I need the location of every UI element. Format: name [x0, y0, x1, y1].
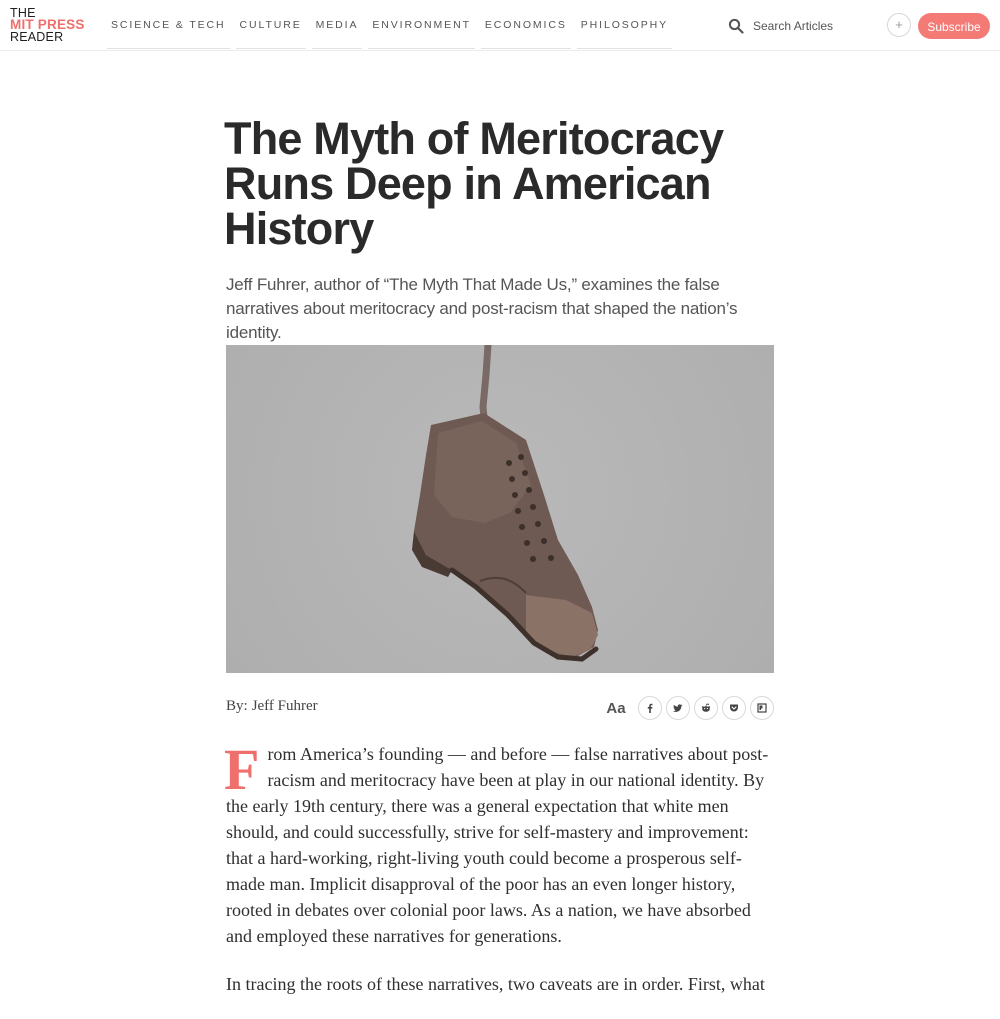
article-body	[224, 737, 774, 1019]
pocket-icon	[729, 703, 739, 713]
reddit-share-button[interactable]	[694, 696, 718, 720]
boot-illustration	[226, 345, 774, 673]
flipboard-icon	[757, 703, 767, 713]
paragraph-1	[224, 737, 774, 949]
logo-line-mit-press: MIT PRESS	[10, 17, 85, 32]
twitter-share-button[interactable]	[666, 696, 690, 720]
search-box	[728, 14, 878, 38]
reddit-icon	[701, 703, 711, 713]
article-dek: Jeff Fuhrer, author of “The Myth That Made Us,” examines the false narratives about meritocracy and post-racism that shaped the nation’s identity.	[226, 275, 738, 342]
hero-image	[226, 345, 774, 673]
font-size-label: Aa	[606, 699, 626, 717]
nav-item-philosophy[interactable]: PHILOSOPHY	[574, 0, 675, 50]
nav-item-environment[interactable]: ENVIRONMENT	[365, 0, 478, 50]
site-logo[interactable]	[10, 7, 85, 43]
paragraph-1-text: rom America’s founding — and before — false narratives about post-racism and meritocracy have been at play in our national identity. By the early 19th century, there was a general expectation that white men should, and could successfully, strive for self-mastery and improvement: that a hard-working, right-living youth could become a prosperous self-made man. Implicit disapproval of the poor has an even longer history, rooted in debates over colonial poor laws. As a nation, we have absorbed and employed these narratives for generations.	[226, 744, 769, 946]
facebook-share-button[interactable]	[638, 696, 662, 720]
drop-cap: F	[224, 737, 260, 802]
share-tools	[604, 696, 774, 720]
plus-button[interactable]: +	[887, 13, 911, 37]
logo-line-reader: READER	[10, 30, 64, 44]
flipboard-share-button[interactable]	[750, 696, 774, 720]
subscribe-button[interactable]: Subscribe	[918, 13, 990, 39]
twitter-icon	[673, 703, 683, 713]
byline	[226, 698, 318, 715]
logo-line-the: THE	[10, 6, 36, 20]
byline-row	[226, 694, 774, 724]
byline-prefix: By:	[226, 698, 248, 714]
site-header	[0, 0, 1000, 51]
nav-item-culture[interactable]: CULTURE	[233, 0, 309, 50]
paragraph-2: In tracing the roots of these narratives, two caveats are in order. First, what	[226, 974, 765, 994]
search-icon[interactable]	[728, 18, 744, 34]
pocket-share-button[interactable]	[722, 696, 746, 720]
byline-author[interactable]: Jeff Fuhrer	[251, 698, 318, 714]
font-size-button[interactable]	[604, 700, 628, 717]
nav-item-media[interactable]: MEDIA	[309, 0, 366, 50]
search-input[interactable]	[753, 19, 873, 33]
article-headline: The Myth of Meritocracy Runs Deep in American History	[224, 113, 724, 254]
main-nav	[104, 0, 675, 50]
nav-item-economics[interactable]: ECONOMICS	[478, 0, 574, 50]
facebook-icon	[645, 703, 655, 713]
nav-item-science-tech[interactable]: SCIENCE & TECH	[104, 0, 233, 50]
